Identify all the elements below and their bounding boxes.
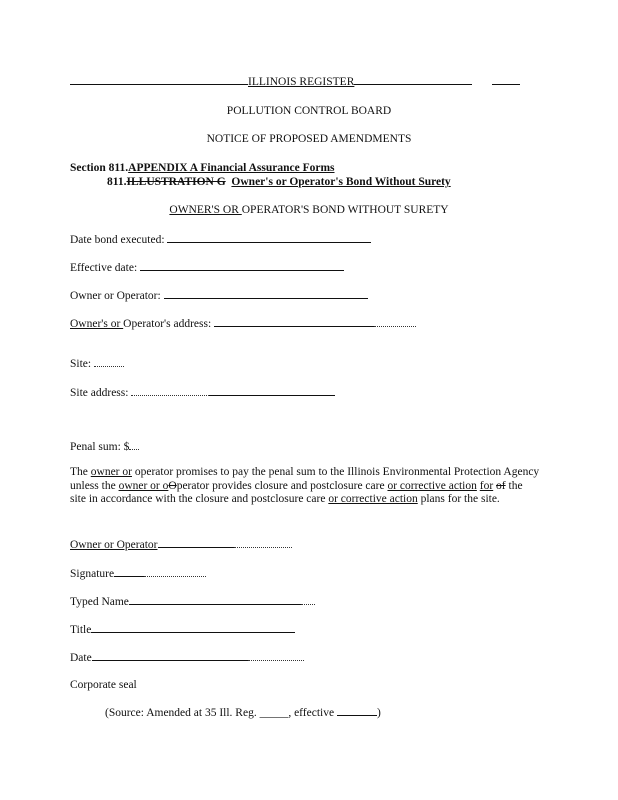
board-title: POLLUTION CONTROL BOARD bbox=[226, 105, 392, 117]
owner-operator-row bbox=[70, 288, 368, 303]
section-prefix-1: Section 811. bbox=[70, 162, 129, 174]
penal-sum-row bbox=[70, 439, 139, 454]
site-label: Site: bbox=[70, 358, 92, 370]
header-rule-mid bbox=[354, 74, 472, 85]
section-illustration-label: ILLUSTRATION G bbox=[126, 176, 226, 188]
effective-date-label: Effective date: bbox=[70, 262, 138, 274]
form-title bbox=[0, 203, 618, 217]
para-insert-3: or corrective action bbox=[387, 479, 477, 492]
sig-signature-blank-tail bbox=[144, 566, 206, 577]
para-insert-4: for bbox=[479, 479, 494, 492]
sig-owner-blank[interactable] bbox=[158, 537, 234, 548]
sig-title-row bbox=[70, 622, 295, 637]
site-row bbox=[70, 356, 124, 371]
address-owner-prefix: Owner's or bbox=[70, 318, 124, 330]
source-note-close: ) bbox=[376, 707, 381, 719]
effective-date-row bbox=[70, 260, 344, 275]
owner-operator-label: Owner or Operator: bbox=[70, 290, 161, 302]
para-text-3: perator provides closure and postclosure care bbox=[176, 479, 388, 492]
sig-typed-name-blank[interactable] bbox=[129, 594, 301, 605]
address-blank-tail bbox=[374, 316, 416, 327]
sig-signature-blank[interactable] bbox=[114, 566, 144, 577]
effective-date-blank[interactable] bbox=[140, 260, 344, 271]
para-delete-2: of bbox=[496, 479, 506, 492]
site-address-blank[interactable] bbox=[209, 385, 335, 396]
section-illustration-title: Owner's or Operator's Bond Without Surety bbox=[231, 176, 451, 188]
section-heading-1 bbox=[70, 161, 335, 175]
source-note bbox=[105, 705, 381, 720]
site-address-row bbox=[70, 385, 335, 400]
site-address-label: Site address: bbox=[70, 387, 129, 399]
obligation-paragraph bbox=[70, 466, 540, 507]
address-label: Operator's address: bbox=[123, 318, 212, 330]
address-row bbox=[70, 316, 416, 331]
register-header bbox=[70, 74, 520, 89]
sig-date-blank-tail bbox=[248, 650, 304, 661]
sig-title-blank[interactable] bbox=[91, 622, 295, 633]
address-blank[interactable] bbox=[214, 316, 374, 327]
notice-title: NOTICE OF PROPOSED AMENDMENTS bbox=[206, 133, 412, 145]
section-appendix-title: APPENDIX A Financial Assurance Forms bbox=[128, 162, 335, 174]
para-delete-1: O bbox=[168, 479, 177, 492]
register-title: ILLINOIS REGISTER bbox=[248, 76, 355, 88]
header-rule-left bbox=[70, 74, 248, 85]
site-address-blank-dotted[interactable] bbox=[131, 385, 209, 396]
section-heading-2 bbox=[107, 175, 451, 189]
form-title-inserted: OWNER'S OR bbox=[169, 204, 242, 216]
source-effective-blank bbox=[337, 705, 377, 716]
source-note-text: (Source: Amended at 35 Ill. Reg. _____, effective bbox=[105, 707, 335, 719]
corporate-seal-label: Corporate seal bbox=[70, 679, 137, 691]
date-executed-blank[interactable] bbox=[167, 232, 371, 243]
sig-typed-name-label: Typed Name bbox=[70, 596, 129, 608]
para-insert-5: or corrective action bbox=[328, 493, 418, 505]
header-rule-right bbox=[492, 74, 520, 85]
sig-typed-name-blank-tail bbox=[301, 594, 315, 605]
sig-owner-label: Owner or Operator bbox=[70, 539, 158, 551]
para-insert-2: owner or o bbox=[118, 479, 169, 492]
para-insert-1: owner or bbox=[90, 466, 132, 478]
sig-owner-row bbox=[70, 537, 292, 552]
sig-title-label: Title bbox=[70, 624, 92, 636]
site-blank[interactable] bbox=[94, 356, 124, 367]
para-text-6: plans for the site. bbox=[417, 493, 500, 505]
section-prefix-2: 811. bbox=[107, 176, 127, 188]
para-text-2: operator promises to pay the penal sum to the Illinois Environmental Protection Agency unless the bbox=[70, 466, 540, 492]
owner-operator-blank[interactable] bbox=[164, 288, 368, 299]
sig-date-label: Date bbox=[70, 652, 92, 664]
penal-sum-label: Penal sum: $ bbox=[70, 441, 130, 453]
sig-typed-name-row bbox=[70, 594, 315, 609]
penal-sum-blank[interactable] bbox=[129, 439, 139, 450]
sig-owner-blank-tail bbox=[234, 537, 292, 548]
date-executed-label: Date bond executed: bbox=[70, 234, 165, 246]
form-title-rest: OPERATOR'S BOND WITHOUT SURETY bbox=[241, 204, 449, 216]
para-text-1: The bbox=[70, 466, 91, 478]
sig-date-blank[interactable] bbox=[92, 650, 248, 661]
sig-date-row bbox=[70, 650, 304, 665]
date-executed-row bbox=[70, 232, 371, 247]
sig-signature-row bbox=[70, 566, 206, 581]
sig-signature-label: Signature bbox=[70, 568, 115, 580]
para-text-5: the site in accordance with the closure and postclosure care bbox=[70, 479, 523, 505]
